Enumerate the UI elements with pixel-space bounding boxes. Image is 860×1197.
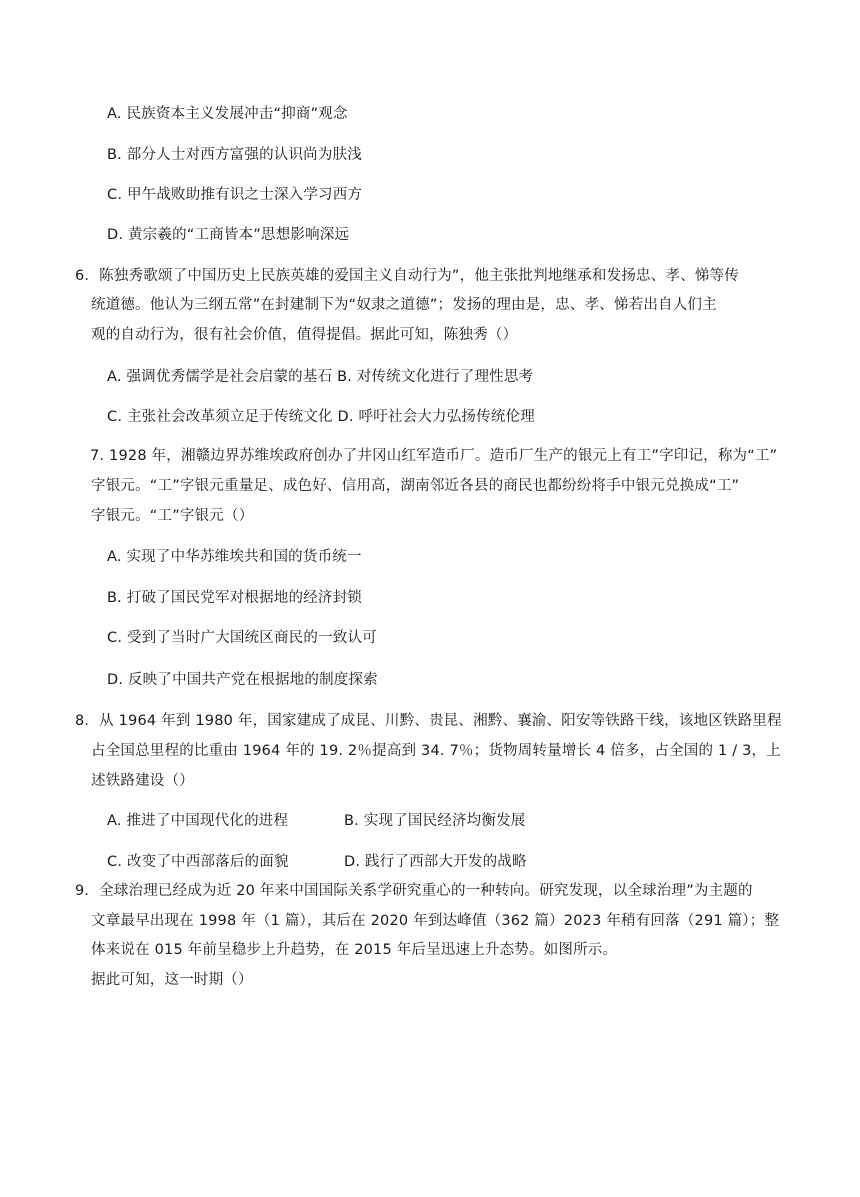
q7-option-b: B. 打破了国民党军对根据地的经济封锁 — [107, 590, 362, 606]
q5-option-c: C. 甲午战败助推有识之士深入学习西方 — [107, 187, 363, 203]
q7-stem-line-2: 字银元。“工”字银元重量足、成色好、信用高，湖南邻近各县的商民也都纷纷将手中银元兑换成“工” — [91, 478, 740, 494]
q7-stem-line-1: 7. 1928 年，湘赣边界苏维埃政府创办了井冈山红军造币厂。造币厂生产的银元上有工”字印记，称为“工” — [90, 448, 778, 464]
q9-stem-line-3: 体来说在 015 年前呈稳步上升趋势，在 2015 年后呈迅速上升态势。如图所示。 — [91, 942, 618, 958]
q5-option-a: A. 民族资本主义发展冲击“抑商”观念 — [107, 106, 348, 122]
q9-stem-line-2: 文章最早出现在 1998 年（1 篇），其后在 2020 年到达峰值（362 篇）2023 年稍有回落（291 篇）；整 — [91, 913, 780, 929]
q7-option-c: C. 受到了当时广大国统区商民的一致认可 — [107, 630, 377, 646]
q7-option-a: A. 实现了中华苏维埃共和国的货币统一 — [107, 549, 362, 565]
q6-options-cd: C. 主张社会改革须立足于传统文化 D. 呼吁社会大力弘扬传统伦理 — [107, 409, 535, 425]
q6-stem-line-3: 观的自动行为，很有社会价值，值得提倡。据此可知，陈独秀（） — [91, 327, 518, 343]
q8-stem-line-2: 占全国总里程的比重由 1964 年的 19. 2％提高到 34. 7％；货物周转量增长 4 倍多，占全国的 1 / 3，上 — [91, 743, 781, 759]
q7-stem-line-3: 字银元。“工”字银元（） — [91, 508, 254, 524]
q8-stem-line-3: 述铁路建设（） — [91, 773, 194, 789]
q8-option-b: B. 实现了国民经济均衡发展 — [344, 813, 526, 829]
q5-option-d: D. 黄宗羲的“工商皆本”思想影响深远 — [107, 227, 350, 243]
q5-option-b: B. 部分人士对西方富强的认识尚为肤浅 — [107, 147, 362, 163]
q9-stem-line-4: 据此可知，这一时期（） — [91, 972, 253, 988]
q6-stem-line-1: 6．陈独秀歌颂了中国历史上民族英雄的爱国主义自动行为”，他主张批判地继承和发扬忠、孝、悌等传 — [75, 268, 739, 284]
q6-options-ab: A. 强调优秀儒学是社会启蒙的基石 B. 对传统文化进行了理性思考 — [107, 369, 534, 385]
q8-option-a: A. 推进了中国现代化的进程 — [107, 813, 289, 829]
q7-option-d: D. 反映了中国共产党在根据地的制度探索 — [107, 672, 378, 688]
q8-option-c: C. 改变了中西部落后的面貌 — [107, 854, 289, 870]
q8-stem-line-1: 8．从 1964 年到 1980 年，国家建成了成昆、川黔、贵昆、湘黔、襄渝、阳安等铁路干线，该地区铁路里程 — [75, 713, 782, 729]
q6-stem-line-2: 统道德。他认为三纲五常”在封建制下为“奴隶之道德”；发扬的理由是，忠、孝、悌若出自人们主 — [91, 297, 717, 313]
q9-stem-line-1: 9．全球治理已经成为近 20 年来中国国际关系学研究重心的一种转向。研究发现，以全球治理”为主题的 — [75, 883, 753, 899]
q8-option-d: D. 践行了西部大开发的战略 — [344, 854, 527, 870]
